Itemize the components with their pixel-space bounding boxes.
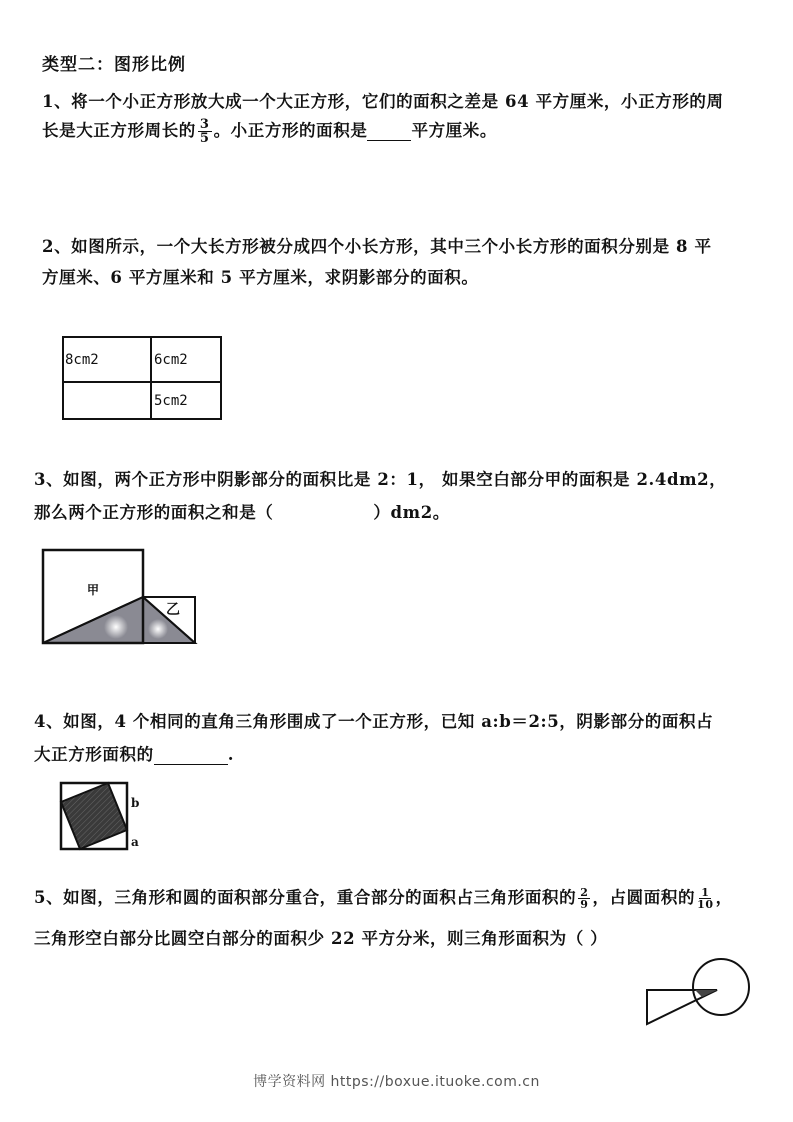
q4-line1: 4、如图，4 个相同的直角三角形围成了一个正方形，已知 a:b＝2:5，阴影部分的面积占 (34, 712, 714, 731)
q3-squares-figure (40, 547, 200, 647)
q2-grid-lines (62, 336, 222, 420)
q1-text-a: 长是大正方形周长的 (42, 121, 196, 140)
q5-triangle-circle-figure (640, 956, 756, 1032)
section-title: 类型二：图形比例 (42, 55, 186, 75)
q4-label-a: a (131, 835, 139, 849)
q5-line2: 三角形空白部分比圆空白部分的面积少 22 平方分米，则三角形面积为（ ） (34, 929, 608, 948)
q5-fraction-triangle: $\frac{2}{9}$ (580, 886, 589, 911)
q4-label-b: b (131, 796, 140, 810)
q3-label-yi: 乙 (166, 602, 180, 618)
q4-answer-blank[interactable] (154, 745, 228, 765)
q2-cell-label-6: 6cm2 (154, 352, 188, 368)
q1-text-c: 平方厘米。 (411, 121, 497, 140)
q3-squares-drawing (40, 547, 200, 647)
q2-line2: 方厘米、6 平方厘米和 5 平方厘米，求阴影部分的面积。 (42, 268, 479, 287)
q1-text-b: 。小正方形的面积是 (213, 121, 368, 140)
q4-square-figure (58, 780, 144, 852)
q5-figure-drawing (640, 956, 756, 1032)
q1-line1: 1、将一个小正方形放大成一个大正方形，它们的面积之差是 64 平方厘米，小正方形的周 (42, 92, 724, 111)
q1-line2 (42, 117, 497, 145)
footer-watermark: 博学资料网 https://boxue.ituoke.com.cn (253, 1074, 540, 1090)
q1-fraction: $\frac{3}{5}$ (199, 117, 210, 146)
q3-label-jia: 甲 (87, 583, 100, 597)
q5-line1: 5、如图，三角形和圆的面积部分重合，重合部分的面积占三角形面积的 $\frac{2}{9}$ ，占圆面积的 $\frac{1}{10}$ ， (34, 886, 733, 911)
q5-fraction-circle: $\frac{1}{10}$ (697, 886, 714, 911)
q2-cell-label-8: 8cm2 (65, 352, 99, 368)
q2-line1: 2、如图所示，一个大长方形被分成四个小长方形，其中三个小长方形的面积分别是 8 平 (42, 237, 712, 256)
q4-line2: 大正方形面积的 . (34, 745, 235, 764)
q3-line2: 那么两个正方形的面积之和是（ ）dm2。 (34, 503, 450, 522)
q2-cell-label-5: 5cm2 (154, 393, 188, 409)
q1-answer-blank[interactable] (367, 121, 411, 141)
q2-rectangle-figure (62, 336, 222, 420)
q3-line1: 3、如图，两个正方形中阴影部分的面积比是 2：1， 如果空白部分甲的面积是 2.4dm2， (34, 470, 727, 489)
